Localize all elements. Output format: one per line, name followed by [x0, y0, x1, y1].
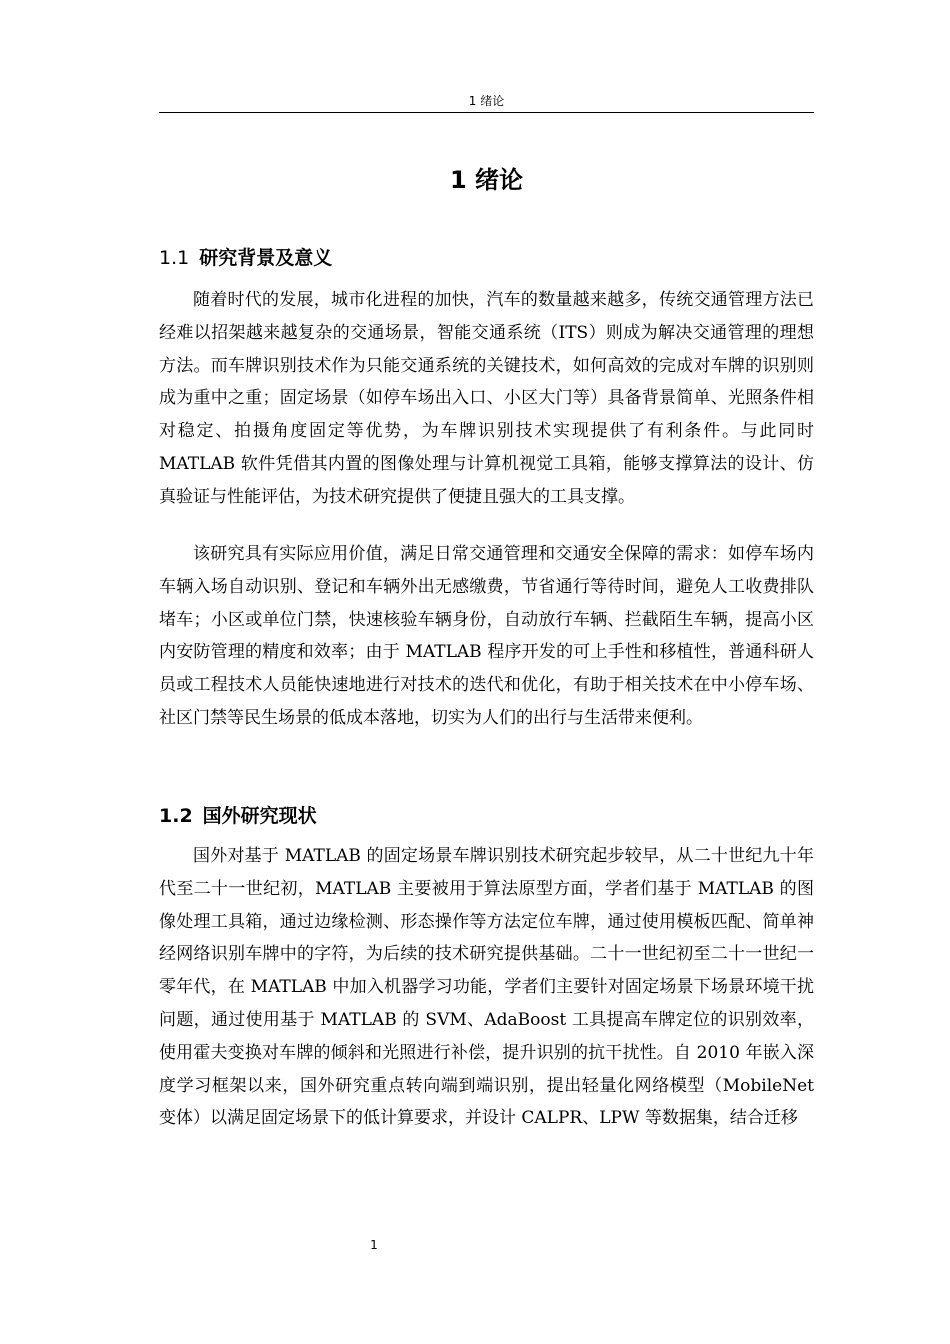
body-paragraph: 国外对基于 MATLAB 的固定场景车牌识别技术研究起步较早，从二十世纪九十年代至二十一世纪初，MATLAB 主要被用于算法原型方面，学者们基于 MATLAB 的图像处理工具箱，通过边缘检测、形态操作等方法定位车牌，通过使用模板匹配、简单神经网络识别车牌中的字符，为后续的技术研究提供基础。二十一世纪初至二十一世纪一零年代，在 MATLAB 中加入机器学习功能，学者们主要针对固定场景下场景环境干扰问题，通过使用基于 MATLAB 的 SVM、AdaBoost 工具提高车牌定位的识别效率，使用霍夫变换对车牌的倾斜和光照进行补偿，提升识别的抗干扰性。自 2010 年嵌入深度学习框架以来，国外研究重点转向端到端识别，提出轻量化网络模型（MobileNet 变体）以满足固定场景下的低计算要求，并设计 CALPR、LPW 等数据集，结合迁移	[159, 846, 814, 1129]
section-heading-1-2	[159, 802, 317, 830]
section-number: 1.2	[159, 805, 193, 827]
section-number: 1.1	[159, 247, 190, 269]
page-number: 1	[370, 1238, 378, 1252]
chapter-title: 1 绪论	[449, 166, 524, 194]
body-paragraph: 该研究具有实际应用价值，满足日常交通管理和交通安全保障的需求：如停车场内车辆入场自动识别、登记和车辆外出无感缴费，节省通行等待时间，避免人工收费排队堵车；小区或单位门禁，快速核验车辆身份，自动放行车辆、拦截陌生车辆，提高小区内安防管理的精度和效率；由于 MATLAB 程序开发的可上手性和移植性，普通科研人员或工程技术人员能快速地进行对技术的迭代和优化，有助于相关技术在中小停车场、社区门禁等民生场景的低成本落地，切实为人们的出行与生活带来便利。	[159, 544, 814, 728]
body-paragraph: 随着时代的发展，城市化进程的加快，汽车的数量越来越多，传统交通管理方法已经难以招架越来越复杂的交通场景，智能交通系统（ITS）则成为解决交通管理的理想方法。而车牌识别技术作为只能交通系统的关键技术，如何高效的完成对车牌的识别则成为重中之重；固定场景（如停车场出入口、小区大门等）具备背景简单、光照条件相对稳定、拍摄角度固定等优势，为车牌识别技术实现提供了有利条件。与此同时 MATLAB 软件凭借其内置的图像处理与计算机视觉工具箱，能够支撑算法的设计、仿真验证与性能评估，为技术研究提供了便捷且强大的工具支撑。	[159, 290, 814, 507]
header-rule	[159, 112, 814, 113]
running-header: 1 绪论	[468, 94, 505, 108]
section-title: 研究背景及意义	[199, 247, 333, 269]
section-title: 国外研究现状	[202, 805, 317, 827]
section-heading-1-1	[159, 244, 332, 272]
